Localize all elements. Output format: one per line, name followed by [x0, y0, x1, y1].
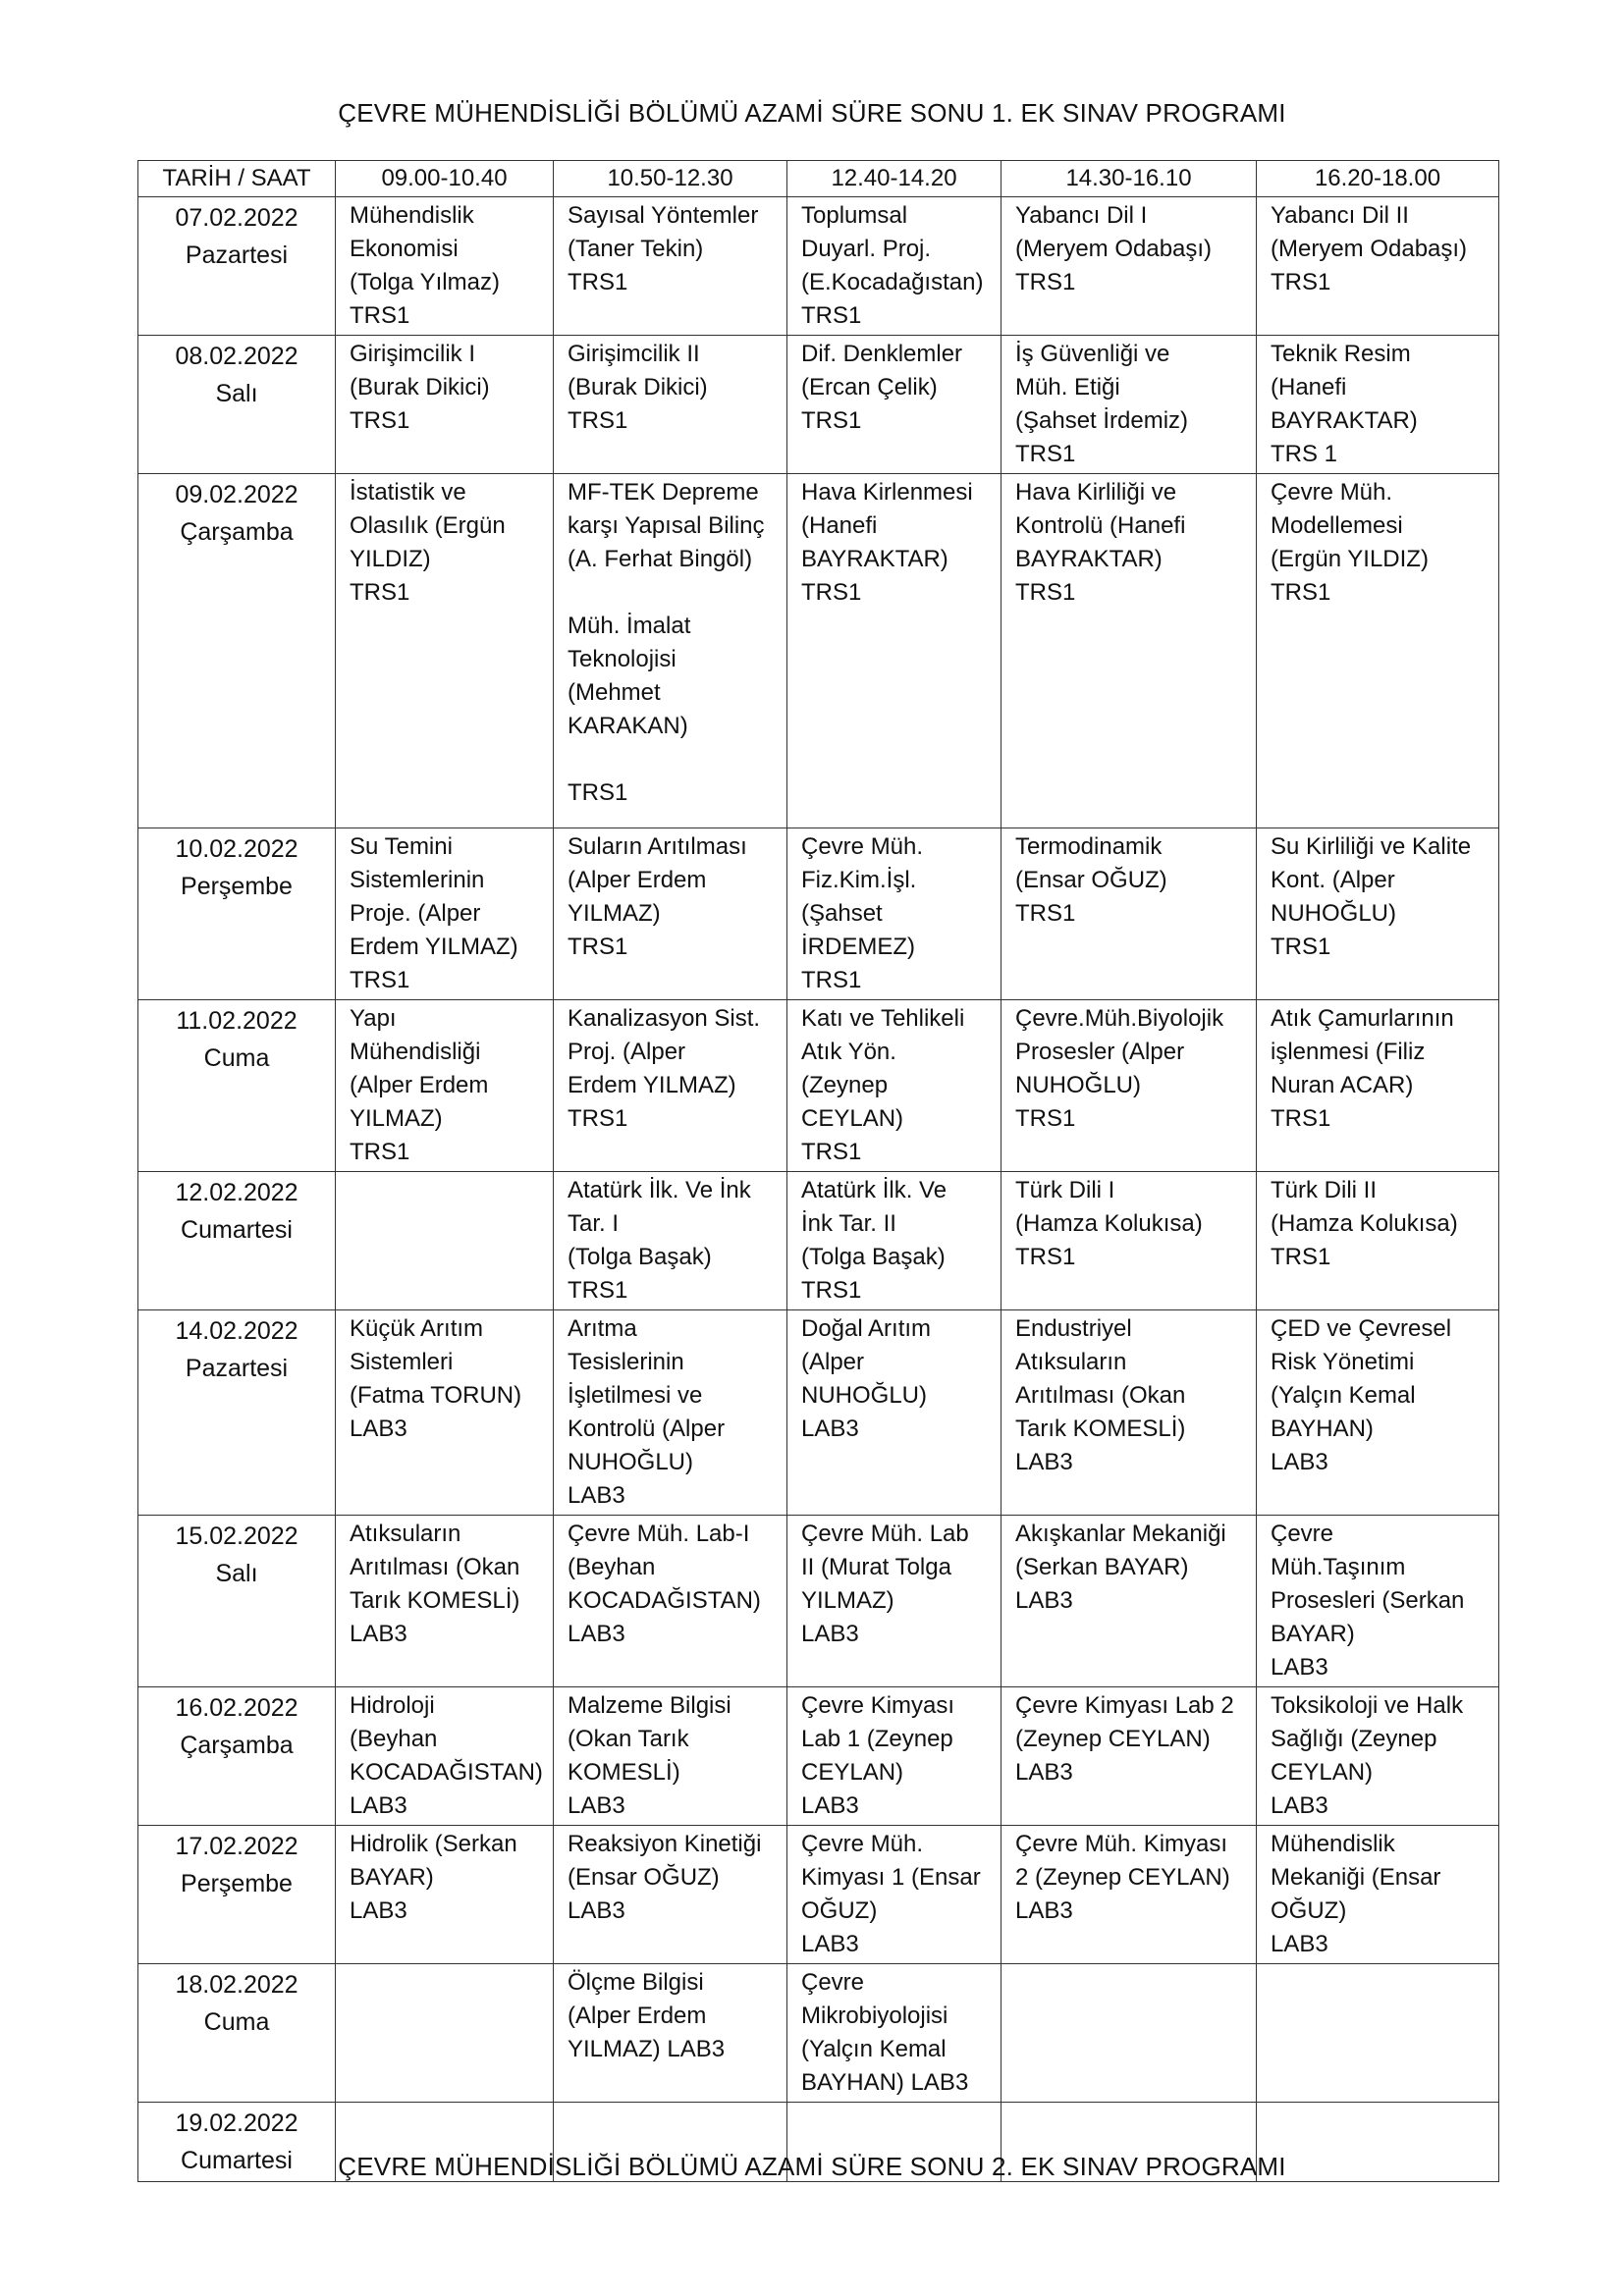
date-cell	[138, 1516, 336, 1687]
header-slot-4: 14.30-16.10	[1001, 161, 1257, 197]
exam-cell: Hava Kirlenmesi (Hanefi BAYRAKTAR) TRS1	[787, 474, 1001, 828]
date-value: 08.02.2022	[175, 343, 298, 370]
exam-cell: Termodinamik (Ensar OĞUZ) TRS1	[1001, 828, 1257, 1000]
exam-cell: Mühendislik Mekaniği (Ensar OĞUZ) LAB3	[1257, 1826, 1499, 1964]
table-row	[138, 1964, 1499, 2103]
exam-cell: Doğal Arıtım (Alper NUHOĞLU) LAB3	[787, 1310, 1001, 1516]
exam-cell: Malzeme Bilgisi (Okan Tarık KOMESLİ) LAB3	[554, 1687, 787, 1826]
header-slot-1: 09.00-10.40	[336, 161, 554, 197]
table-row	[138, 1310, 1499, 1516]
exam-cell: Hava Kirliliği ve Kontrolü (Hanefi BAYRAKTAR) TRS1	[1001, 474, 1257, 828]
exam-cell: Hidrolik (Serkan BAYAR) LAB3	[336, 1826, 554, 1964]
exam-cell: Toplumsal Duyarl. Proj. (E.Kocadağıstan) TRS1	[787, 197, 1001, 336]
exam-cell: Su Kirliliği ve Kalite Kont. (Alper NUHOĞLU) TRS1	[1257, 828, 1499, 1000]
exam-cell: Yabancı Dil I (Meryem Odabaşı) TRS1	[1001, 197, 1257, 336]
exam-cell: Dif. Denklemler (Ercan Çelik) TRS1	[787, 336, 1001, 474]
date-cell	[138, 1687, 336, 1826]
header-row	[138, 161, 1499, 197]
exam-cell: Reaksiyon Kinetiği (Ensar OĞUZ) LAB3	[554, 1826, 787, 1964]
exam-cell	[1001, 1964, 1257, 2103]
date-cell	[138, 474, 336, 828]
exam-cell: Kanalizasyon Sist. Proj. (Alper Erdem YILMAZ) TRS1	[554, 1000, 787, 1172]
day-name: Çarşamba	[180, 1732, 294, 1759]
exam-cell: Akışkanlar Mekaniği (Serkan BAYAR) LAB3	[1001, 1516, 1257, 1687]
header-slot-5: 16.20-18.00	[1257, 161, 1499, 197]
date-cell	[138, 1310, 336, 1516]
exam-cell: Çevre Müh. Lab-I (Beyhan KOCADAĞISTAN) LAB3	[554, 1516, 787, 1687]
exam-cell: Çevre Kimyası Lab 1 (Zeynep CEYLAN) LAB3	[787, 1687, 1001, 1826]
exam-cell: Arıtma Tesislerinin İşletilmesi ve Kontrolü (Alper NUHOĞLU) LAB3	[554, 1310, 787, 1516]
date-cell	[138, 1964, 336, 2103]
exam-cell: Yabancı Dil II (Meryem Odabaşı) TRS1	[1257, 197, 1499, 336]
header-slot-3: 12.40-14.20	[787, 161, 1001, 197]
exam-cell: Atıksuların Arıtılması (Okan Tarık KOMESLİ) LAB3	[336, 1516, 554, 1687]
exam-cell: Atatürk İlk. Ve İnk Tar. I (Tolga Başak) TRS1	[554, 1172, 787, 1310]
date-cell	[138, 1826, 336, 1964]
date-value: 11.02.2022	[176, 1007, 298, 1035]
date-value: 16.02.2022	[175, 1694, 298, 1722]
exam-cell: Çevre Müh. Modellemesi (Ergün YILDIZ) TRS1	[1257, 474, 1499, 828]
page-title: ÇEVRE MÜHENDİSLİĞİ BÖLÜMÜ AZAMİ SÜRE SONU 1. EK SINAV PROGRAMI	[338, 98, 1286, 128]
exam-cell: Toksikoloji ve Halk Sağlığı (Zeynep CEYLAN) LAB3	[1257, 1687, 1499, 1826]
next-section-title: ÇEVRE MÜHENDİSLİĞİ BÖLÜMÜ AZAMİ SÜRE SONU 2. EK SINAV PROGRAMI	[338, 2152, 1286, 2181]
day-name: Salı	[215, 1560, 258, 1587]
exam-cell	[336, 1172, 554, 1310]
table-row	[138, 1516, 1499, 1687]
day-name: Pazartesi	[185, 1355, 289, 1382]
exam-cell: Çevre Müh. Fiz.Kim.İşl. (Şahset İRDEMEZ) TRS1	[787, 828, 1001, 1000]
exam-cell: Çevre Müh. Lab II (Murat Tolga YILMAZ) LAB3	[787, 1516, 1001, 1687]
exam-cell: Sayısal Yöntemler (Taner Tekin) TRS1	[554, 197, 787, 336]
exam-cell: Yapı Mühendisliği (Alper Erdem YILMAZ) TRS1	[336, 1000, 554, 1172]
date-value: 19.02.2022	[175, 2109, 298, 2137]
date-cell	[138, 1000, 336, 1172]
exam-cell: MF-TEK Depreme karşı Yapısal Bilinç (A. Ferhat Bingöl) Müh. İmalat Teknolojisi (Mehmet KARAKAN) TRS1	[554, 474, 787, 828]
day-name: Cumartesi	[181, 2147, 293, 2174]
exam-cell: İstatistik ve Olasılık (Ergün YILDIZ) TRS1	[336, 474, 554, 828]
exam-cell	[336, 1964, 554, 2103]
day-name: Pazartesi	[185, 241, 289, 269]
exam-cell: İş Güvenliği ve Müh. Etiği (Şahset İrdemiz) TRS1	[1001, 336, 1257, 474]
exam-cell: ÇED ve Çevresel Risk Yönetimi (Yalçın Kemal BAYHAN) LAB3	[1257, 1310, 1499, 1516]
table-row	[138, 336, 1499, 474]
day-name: Salı	[215, 380, 258, 407]
exam-schedule-table	[137, 160, 1499, 2182]
exam-cell: Suların Arıtılması (Alper Erdem YILMAZ) TRS1	[554, 828, 787, 1000]
exam-cell: Çevre Müh. Kimyası 1 (Ensar OĞUZ) LAB3	[787, 1826, 1001, 1964]
header-slot-2: 10.50-12.30	[554, 161, 787, 197]
table-row	[138, 828, 1499, 1000]
date-value: 07.02.2022	[175, 204, 298, 232]
exam-cell: Ölçme Bilgisi (Alper Erdem YILMAZ) LAB3	[554, 1964, 787, 2103]
exam-cell: Çevre.Müh.Biyolojik Prosesler (Alper NUHOĞLU) TRS1	[1001, 1000, 1257, 1172]
exam-cell: Türk Dili II (Hamza Kolukısa) TRS1	[1257, 1172, 1499, 1310]
exam-cell: Girişimcilik I (Burak Dikici) TRS1	[336, 336, 554, 474]
exam-cell: Katı ve Tehlikeli Atık Yön. (Zeynep CEYLAN) TRS1	[787, 1000, 1001, 1172]
exam-cell: Çevre Mikrobiyolojisi (Yalçın Kemal BAYHAN) LAB3	[787, 1964, 1001, 2103]
table-row	[138, 1000, 1499, 1172]
table-row	[138, 1687, 1499, 1826]
day-name: Perşembe	[181, 873, 293, 900]
exam-cell: Türk Dili I (Hamza Kolukısa) TRS1	[1001, 1172, 1257, 1310]
exam-cell: Hidroloji (Beyhan KOCADAĞISTAN) LAB3	[336, 1687, 554, 1826]
table-row	[138, 197, 1499, 336]
table-row	[138, 1826, 1499, 1964]
day-name: Perşembe	[181, 1870, 293, 1897]
date-cell	[138, 1172, 336, 1310]
day-name: Çarşamba	[180, 518, 294, 546]
exam-cell: Su Temini Sistemlerinin Proje. (Alper Erdem YILMAZ) TRS1	[336, 828, 554, 1000]
date-value: 15.02.2022	[175, 1522, 298, 1550]
exam-cell: Mühendislik Ekonomisi (Tolga Yılmaz) TRS1	[336, 197, 554, 336]
date-value: 18.02.2022	[175, 1971, 298, 1999]
exam-cell: Teknik Resim (Hanefi BAYRAKTAR) TRS 1	[1257, 336, 1499, 474]
exam-cell: Atık Çamurlarının işlenmesi (Filiz Nuran ACAR) TRS1	[1257, 1000, 1499, 1172]
exam-cell: Çevre Müh.Taşınım Prosesleri (Serkan BAYAR) LAB3	[1257, 1516, 1499, 1687]
day-name: Cuma	[203, 1044, 270, 1072]
table-row	[138, 474, 1499, 828]
exam-cell: Girişimcilik II (Burak Dikici) TRS1	[554, 336, 787, 474]
date-value: 17.02.2022	[175, 1833, 298, 1860]
exam-cell: Atatürk İlk. Ve İnk Tar. II (Tolga Başak) TRS1	[787, 1172, 1001, 1310]
date-value: 12.02.2022	[175, 1179, 298, 1206]
date-cell	[138, 336, 336, 474]
date-cell	[138, 828, 336, 1000]
exam-cell: Çevre Kimyası Lab 2 (Zeynep CEYLAN) LAB3	[1001, 1687, 1257, 1826]
table-row	[138, 1172, 1499, 1310]
date-value: 09.02.2022	[175, 481, 298, 508]
day-name: Cuma	[203, 2008, 270, 2036]
header-date-time: TARİH / SAAT	[138, 161, 336, 197]
date-cell	[138, 197, 336, 336]
exam-cell	[1257, 1964, 1499, 2103]
exam-cell: Çevre Müh. Kimyası 2 (Zeynep CEYLAN) LAB3	[1001, 1826, 1257, 1964]
day-name: Cumartesi	[181, 1216, 293, 1244]
date-value: 14.02.2022	[175, 1317, 298, 1345]
date-value: 10.02.2022	[175, 835, 298, 863]
exam-cell: Endustriyel Atıksuların Arıtılması (Okan Tarık KOMESLİ) LAB3	[1001, 1310, 1257, 1516]
exam-cell: Küçük Arıtım Sistemleri (Fatma TORUN) LAB3	[336, 1310, 554, 1516]
